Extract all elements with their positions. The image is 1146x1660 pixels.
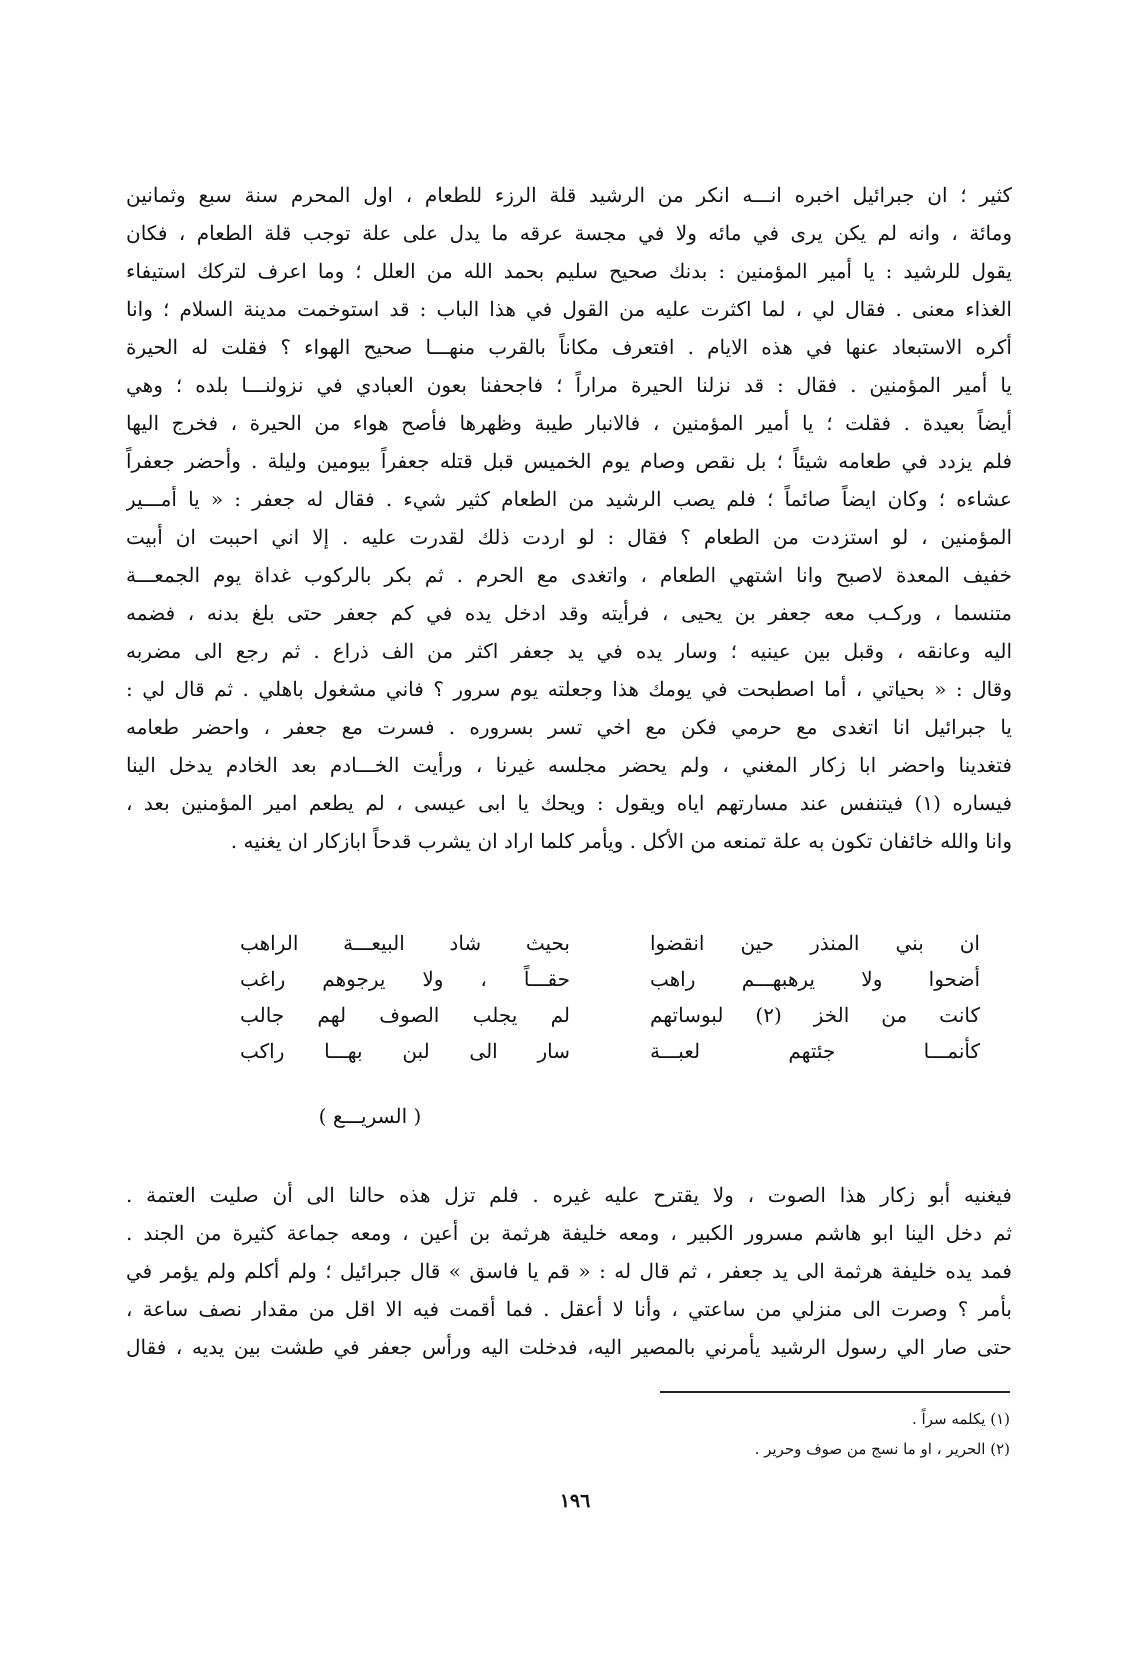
text-line: فمد يده خليفة هرثمة الى يد جعفر ، ثم قال له : « قم يا فاسق » قال جبرائيل ؛ ولم أكلم ولم يؤمر في (126, 1259, 1012, 1283)
text-line: ثم دخل الينا ابو هاشم مسرور الكبير ، ومعه خليفة هرثمة بن أعين ، ومعه جماعة كثيرة من الجند . (126, 1221, 1012, 1245)
verse-second-hemistich: حقـــاً ، ولا يرجوهم راغب (240, 967, 570, 991)
verse-first-hemistich: كانت من الخز (٢) لبوساتهم (650, 1003, 980, 1027)
text-line: اليه وعانقه ، وقبل بين عينيه ؛ وسار يده في يد جعفر اكثر من الف ذراع . ثم رجع الى مضربه (126, 639, 1012, 663)
poem (240, 925, 980, 1069)
page-number: ١٩٦ (559, 1490, 591, 1512)
verse-first-hemistich: كأنمـــا جئتهم لعبـــة (650, 1039, 980, 1063)
text-line: فتغدينا واحضر ابا زكار المغني ، ولم يحضر مجلسه غيرنا ، ورأيت الخـــادم بعد الخادم يدخل الينا (126, 753, 1012, 777)
text-line: أكره الاستبعاد عنها في هذه الايام . افتعرف مكاناً بالقرب منهـــا صحيح الهواء ؟ فقلت له الحيرة (126, 335, 1012, 359)
verse-second-hemistich: بحيث شاد البيعـــة الراهب (240, 931, 570, 955)
footnote-1: (١) يكلمه سراً . (912, 1410, 1010, 1428)
text-line: أيضاً بعيدة . فقلت ؛ يا أمير المؤمنين ، فالانبار طيبة وظهرها فأصح هواء من الحيرة ، فخرج اليها (126, 411, 1012, 435)
text-line: المؤمنين ، لو استزدت من الطعام ؟ فقال : لو اردت ذلك لقدرت عليه . إلا اني احببت ان أبيت (126, 525, 1012, 549)
poem-verse (240, 925, 980, 961)
text-line: فيساره (١) فيتنفس عند مسارتهم اياه ويقول : ويحك يا ابى عيسى ، لم يطعم امير المؤمنين بعد ، (126, 791, 1012, 815)
text-line: يا جبرائيل انا اتغدى مع حرمي فكن مع اخي تسر بسروره . فسرت مع جعفر ، واحضر طعامه (126, 715, 1012, 739)
verse-first-hemistich: أضحوا ولا يرهبهـــم راهب (650, 967, 980, 991)
poem-verse (240, 997, 980, 1033)
poem-meter-label: ( السريـــع ) (318, 1104, 422, 1128)
text-line: حتى صار الي رسول الرشيد يأمرني بالمصير اليه، فدخلت اليه ورأس جعفر في طشت بين يديه ، فقال (126, 1335, 1012, 1359)
footnote-2: (٢) الحرير ، او ما نسج من صوف وحرير . (754, 1440, 1010, 1458)
paragraph-2 (126, 1176, 1012, 1366)
verse-second-hemistich: سار الى لبن بهـــا راكب (240, 1039, 570, 1063)
text-line: يقول للرشيد : يا أمير المؤمنين : بدنك صحيح سليم بحمد الله من العلل ؛ وما اعرف لتركك استيفاء (126, 259, 1012, 283)
text-line: ومائة ، وانه لم يكن يرى في مائه ولا في مجسة عرقه ما يدل على علة توجب قلة الطعام ، فكان (126, 221, 1012, 245)
poem-verse (240, 961, 980, 997)
paragraph-1 (126, 176, 1012, 860)
text-line: خفيف المعدة لاصبح وانا اشتهي الطعام ، واتغدى مع الحرم . ثم بكر بالركوب غداة يوم الجمعـــة (126, 563, 1012, 587)
verse-first-hemistich: ان بني المنذر حين انقضوا (650, 931, 980, 955)
footnotes (400, 1404, 1010, 1464)
footnote-divider (660, 1391, 1010, 1393)
text-line: وانا والله خائفان تكون به علة تمنعه من الأكل . ويأمر كلما اراد ان يشرب قدحاً ابازكار ان يغنيه . (230, 829, 1012, 853)
text-line: يا أمير المؤمنين . فقال : قد نزلنا الحيرة مراراً ؛ فاجحفنا بعون العبادي في نزولنـــا بلده ؛ وهي (126, 373, 1012, 397)
text-line: عشاءه ؛ وكان ايضاً صائماً ؛ فلم يصب الرشيد من الطعام كثير شيء . فقال له جعفر : « يا أمـــير (126, 487, 1012, 511)
text-line: فيغنيه أبو زكار هذا الصوت ، ولا يقترح عليه غيره . فلم تزل هذه حالنا الى أن صليت العتمة . (126, 1183, 1012, 1207)
text-line: الغذاء معنى . فقال لي ، لما اكثرت عليه من القول في هذا الباب : قد استوخمت مدينة السلام ؛ وانا (126, 297, 1012, 321)
text-line: فلم يزدد في طعامه شيئاً ؛ بل نقص وصام يوم الخميس قبل قتله جعفراً بيومين وليلة . وأحضر جعفراً (126, 449, 1012, 473)
text-line: كثير ؛ ان جبرائيل اخبره انـــه انكر من الرشيد قلة الرزء للطعام ، اول المحرم سنة سبع وثمانين (126, 183, 1012, 207)
poem-verse (240, 1033, 980, 1069)
text-line: متنسما ، وركـب معه جعفر بن يحيى ، فرأيته وقد ادخل يده في كم جعفر حتى بلغ بدنه ، فضمه (126, 601, 1012, 625)
verse-second-hemistich: لم يجلب الصوف لهم جالب (240, 1003, 570, 1027)
text-line: وقال : « بحياتي ، أما اصطبحت في يومك هذا وجعلته يوم سرور ؟ فاني مشغول باهلي . ثم قال لي : (126, 677, 1012, 701)
text-line: بأمر ؟ وصرت الى منزلي من ساعتي ، وأنا لا أعقل . فما أقمت فيه الا اقل من مقدار نصف ساعة ، (126, 1297, 1012, 1321)
